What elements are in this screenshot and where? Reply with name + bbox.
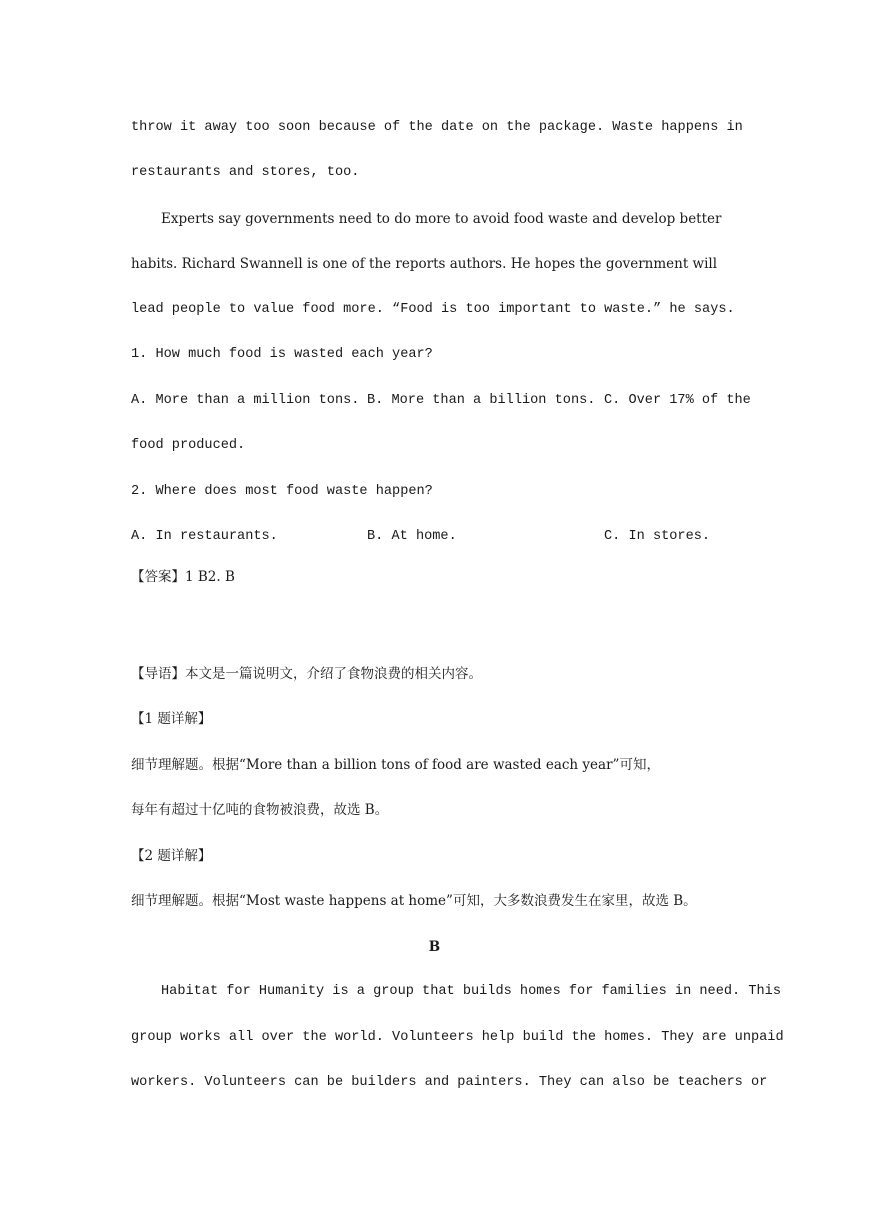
section-b-line-1: Habitat for Humanity is a group that builds homes for families in need. This bbox=[161, 984, 781, 999]
q1-explain-line-1: 细节理解题。根据“More than a billion tons of food are wasted each year”可知， bbox=[131, 757, 660, 773]
question-2-option-b: B. At home. bbox=[367, 529, 457, 544]
q2-explain-title: 【2 题详解】 bbox=[131, 848, 212, 864]
passage-a-line-2: restaurants and stores, too. bbox=[131, 165, 360, 180]
answer-line: 【答案】1 B2. B bbox=[131, 569, 235, 585]
question-1-option-a: A. More than a million tons. bbox=[131, 393, 360, 408]
q1-explain-title: 【1 题详解】 bbox=[131, 711, 212, 727]
q2-explain-line-1: 细节理解题。根据“Most waste happens at home”可知，大多数浪费发生在家里，故选 B。 bbox=[131, 893, 697, 909]
q1-explain-line-2: 每年有超过十亿吨的食物被浪费，故选 B。 bbox=[131, 802, 389, 818]
question-2-option-a: A. In restaurants. bbox=[131, 529, 278, 544]
question-1-option-c: C. Over 17% of the bbox=[604, 393, 751, 408]
section-b-line-2: group works all over the world. Volunteers help build the homes. They are unpaid bbox=[131, 1030, 784, 1045]
guide-line: 【导语】本文是一篇说明文，介绍了食物浪费的相关内容。 bbox=[131, 666, 482, 682]
section-b-line-3: workers. Volunteers can be builders and painters. They can also be teachers or bbox=[131, 1075, 768, 1090]
passage-a-line-3: Experts say governments need to do more to avoid food waste and develop better bbox=[161, 211, 722, 227]
question-1-option-c-continued: food produced. bbox=[131, 438, 246, 453]
passage-a-line-5: lead people to value food more. “Food is too important to waste.” he says. bbox=[131, 302, 735, 317]
passage-a-line-1: throw it away too soon because of the date on the package. Waste happens in bbox=[131, 120, 743, 135]
question-2-stem: 2. Where does most food waste happen? bbox=[131, 484, 433, 499]
question-1-stem: 1. How much food is wasted each year? bbox=[131, 347, 433, 362]
passage-a-line-4: habits. Richard Swannell is one of the reports authors. He hopes the government will bbox=[131, 256, 718, 272]
question-1-option-b: B. More than a billion tons. bbox=[367, 393, 596, 408]
question-2-option-c: C. In stores. bbox=[604, 529, 711, 544]
section-b-heading: B bbox=[428, 939, 441, 955]
